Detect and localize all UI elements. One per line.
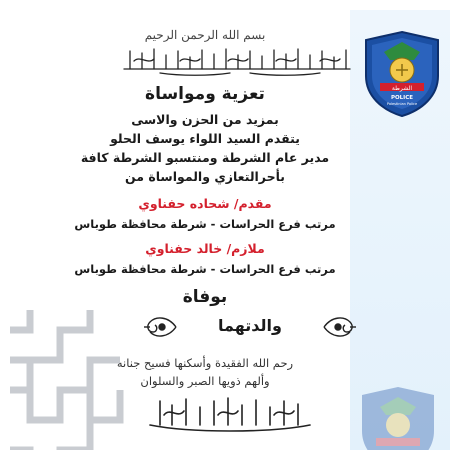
body-line-1: بمزيد من الحزن والاسى [131,112,279,127]
person-1-name: مقدم/ شحاده حفناوي [138,196,272,211]
closing-verse-text: إنا لله وإنا إليه راجعون [225,434,235,435]
calligraphy-verse-text: بشر الصابرين الذين إذا أصابتهم مصيبة قالوا إنا لله وإنا إليه راجعون [223,76,251,77]
emblem-caption-text: Palestinian Police [386,102,418,106]
person-2-name: ملازم/ خالد حفناوي [145,241,265,256]
prayer-line-1: رحم الله الفقيدة وأسكنها فسيح جنانه [116,356,294,370]
relation-text: والدتهما [218,316,282,335]
body-line-3: مدير عام الشرطة ومنتسبو الشرطة كافة [80,150,330,165]
body-line-4: بأحرالتعازي والمواساة من [125,169,285,184]
emblem-police-text: POLICE [390,95,414,101]
emblem-arabic-text: الشرطة [391,85,413,92]
person-2-unit: مرتب فرع الحراسات - شرطة محافظة طوباس [74,262,336,276]
prayer-line-2: وألهم ذويها الصبر والسلوان [140,374,270,388]
body-line-2: يتقدم السيد اللواء يوسف الحلو [110,131,300,146]
ornament-left-icon [142,312,178,342]
title: تعزية ومواساة [145,84,265,104]
police-emblem [362,30,442,118]
ornament-right-icon [322,312,358,342]
person-1-unit: مرتب فرع الحراسات - شرطة محافظة طوباس [74,217,336,231]
relation-row [140,310,360,344]
basmala: بسم الله الرحمن الرحيم [144,28,266,42]
calligraphy-verse [120,45,355,77]
police-emblem-watermark [358,385,438,450]
occasion-label: بوفاة [182,287,228,307]
condolence-card [10,10,450,450]
closing-calligraphy [130,395,330,435]
